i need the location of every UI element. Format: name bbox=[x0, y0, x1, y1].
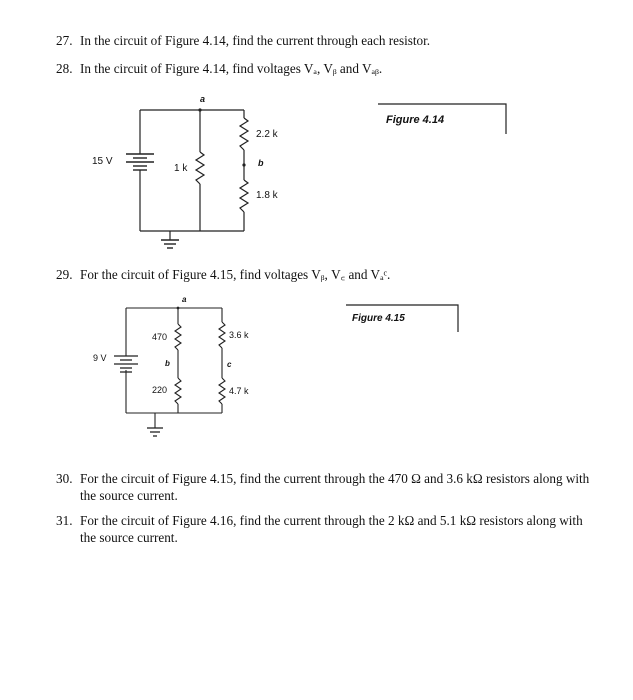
question-text: In the circuit of Figure 4.14, find the current through each resistor. bbox=[80, 33, 431, 48]
resistor-3-6k bbox=[219, 322, 225, 348]
question-text-line1: For the circuit of Figure 4.16, find the current through the 2 kΩ and 5.1 kΩ resistors along with bbox=[80, 513, 583, 528]
resistor-2-2k bbox=[240, 118, 248, 150]
resistor-3-6k-label: 3.6 k bbox=[229, 330, 249, 340]
figure-4-14-frame bbox=[378, 104, 506, 134]
node-a-label: a bbox=[200, 94, 206, 104]
resistor-1k bbox=[196, 152, 204, 184]
question-number: 30. bbox=[56, 471, 73, 486]
node-b-label-415: b bbox=[165, 359, 170, 368]
resistor-1-8k-label: 1.8 k bbox=[256, 190, 278, 201]
node-a-label-415: a bbox=[182, 295, 187, 304]
node-b-dot bbox=[242, 163, 245, 166]
resistor-4-7k bbox=[219, 378, 225, 404]
question-number: 31. bbox=[56, 513, 73, 528]
resistor-470 bbox=[175, 324, 181, 350]
figure-4-14-caption: Figure 4.14 bbox=[386, 114, 445, 126]
node-c-label-415: c bbox=[227, 360, 232, 369]
resistor-220-label: 220 bbox=[152, 385, 168, 395]
resistor-1-8k bbox=[240, 180, 248, 212]
question-number: 27. bbox=[56, 33, 73, 48]
figure-4-15-frame bbox=[346, 305, 458, 332]
figure-4-15-caption: Figure 4.15 bbox=[352, 313, 405, 324]
source-15v-label: 15 V bbox=[92, 156, 113, 167]
question-number: 29. bbox=[56, 267, 73, 282]
resistor-470-label: 470 bbox=[152, 332, 168, 342]
question-text: For the circuit of Figure 4.15, find voltages Vᵦ, V꜀ and Vₐᶜ. bbox=[80, 267, 391, 282]
resistor-2-2k-label: 2.2 k bbox=[256, 129, 278, 140]
resistor-220 bbox=[175, 378, 181, 404]
node-b-label: b bbox=[258, 158, 264, 168]
question-text-line2: the source current. bbox=[80, 530, 178, 545]
question-number: 28. bbox=[56, 61, 73, 76]
question-text: In the circuit of Figure 4.14, find voltages Vₐ, Vᵦ and Vₐᵦ. bbox=[80, 61, 383, 76]
resistor-4-7k-label: 4.7 k bbox=[229, 386, 249, 396]
question-text-line1: For the circuit of Figure 4.15, find the current through the 470 Ω and 3.6 kΩ resistors along with bbox=[80, 471, 590, 486]
question-text-line2: the source current. bbox=[80, 488, 178, 503]
resistor-1k-label: 1 k bbox=[174, 163, 188, 174]
source-9v-label: 9 V bbox=[93, 353, 107, 363]
node-a-dot bbox=[198, 108, 201, 111]
